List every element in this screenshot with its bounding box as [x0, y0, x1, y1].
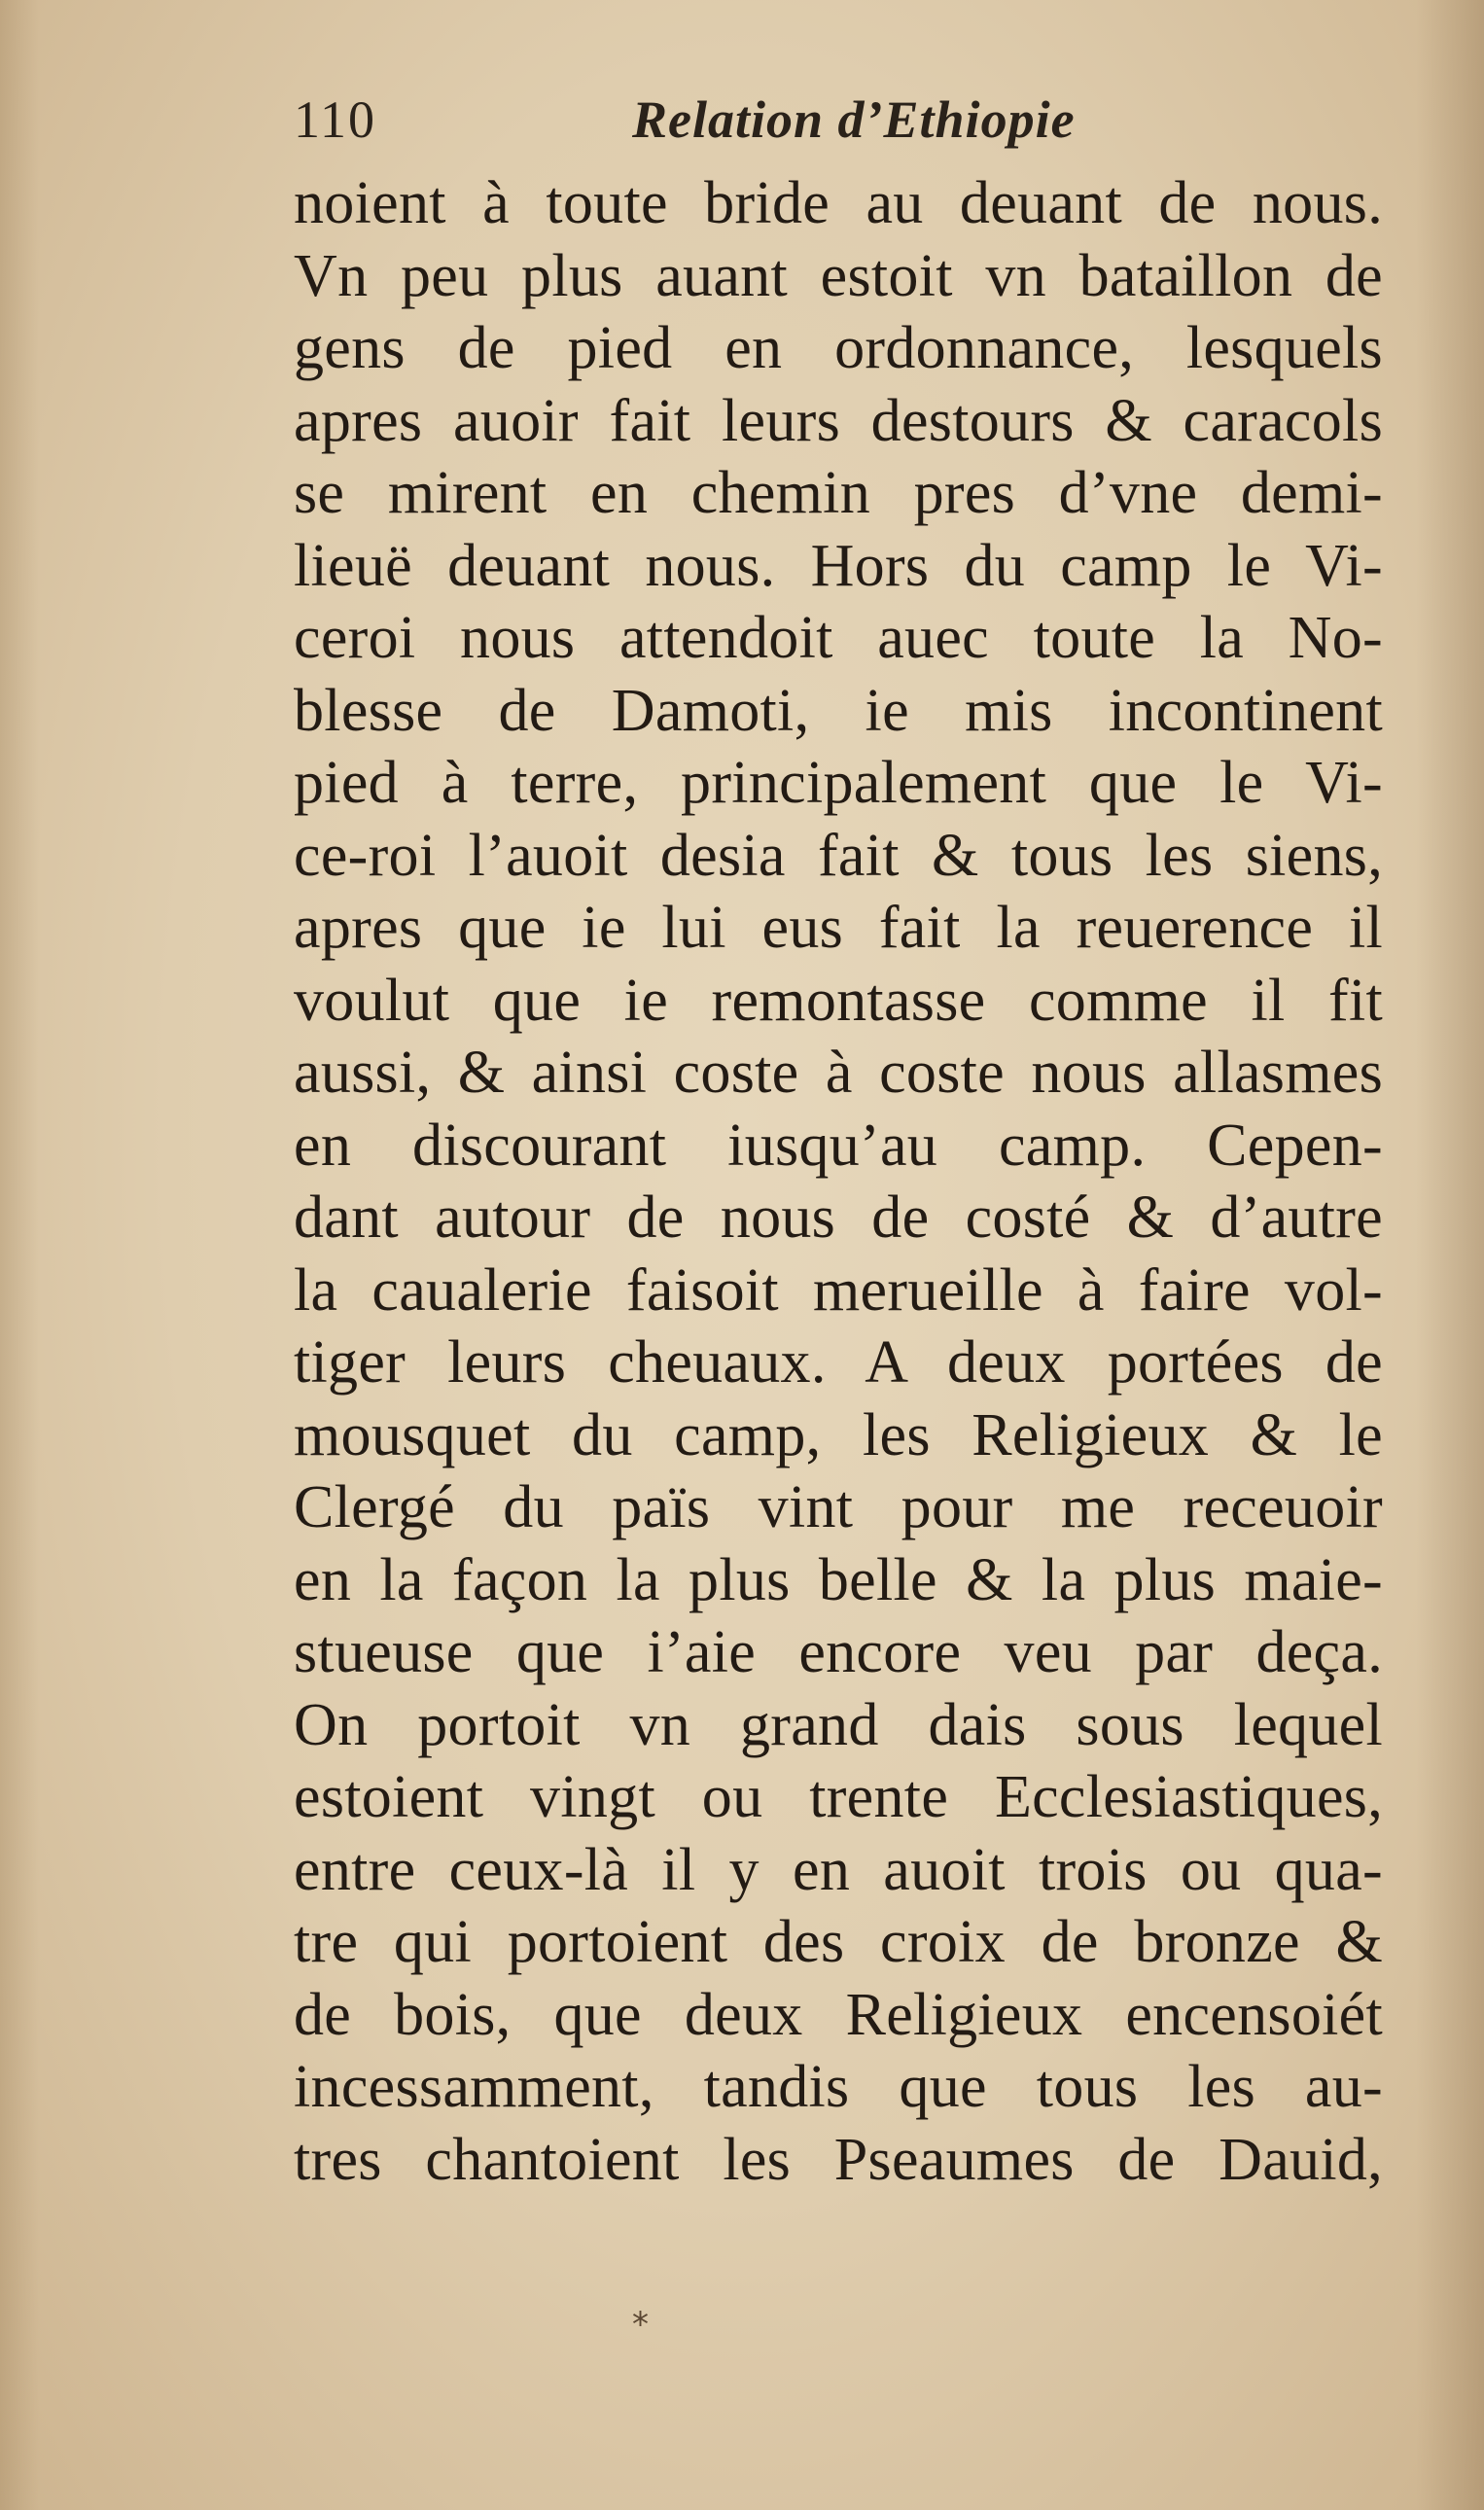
running-head [294, 89, 1383, 158]
text-line: gens de pied en ordonnance, lesquels [294, 315, 1383, 381]
text-line: apres que ie lui eus fait la reuerence il [294, 895, 1383, 961]
text-line: Clergé du païs vint pour me receuoir [294, 1474, 1383, 1540]
page-left-edge-shading [0, 0, 39, 2510]
ink-speck: ⁎ [632, 2297, 649, 2333]
text-line: blesse de Damoti, ie mis incontinent [294, 677, 1383, 744]
text-line: lieuë deuant nous. Hors du camp le Vi- [294, 532, 1383, 599]
text-line: tiger leurs cheuaux. A deux portées de [294, 1329, 1383, 1396]
text-line: stueuse que i’aie encore veu par deça. [294, 1619, 1383, 1685]
text-line: mousquet du camp, les Religieux & le [294, 1401, 1383, 1468]
text-line: de bois, que deux Religieux encensoiét [294, 1981, 1383, 2048]
page-number: 110 [294, 90, 376, 149]
text-line: On portoit vn grand dais sous lequel [294, 1691, 1383, 1758]
text-line: ce-roi l’auoit desia fait & tous les siens, [294, 822, 1383, 889]
text-line: pied à terre, principalement que le Vi- [294, 750, 1383, 816]
text-line: incessamment, tandis que tous les au- [294, 2054, 1383, 2120]
text-line: entre ceux-là il y en auoit trois ou qua- [294, 1836, 1383, 1903]
running-title: Relation d’Ethiopie [632, 90, 1076, 149]
text-line: apres auoir fait leurs destours & caracols [294, 387, 1383, 454]
text-line: se mirent en chemin pres d’vne demi- [294, 460, 1383, 526]
body-text [294, 167, 1383, 2196]
text-line: tres chantoient les Pseaumes de Dauid, [294, 2126, 1383, 2193]
text-line: voulut que ie remontasse comme il fit [294, 967, 1383, 1034]
text-line: en la façon la plus belle & la plus maie- [294, 1546, 1383, 1613]
text-line: ceroi nous attendoit auec toute la No- [294, 605, 1383, 671]
text-line: aussi, & ainsi coste à coste nous allasmes [294, 1040, 1383, 1106]
text-line: en discourant iusqu’au camp. Cepen- [294, 1112, 1383, 1179]
page-gutter-shadow [1416, 0, 1484, 2510]
text-line: Vn peu plus auant estoit vn bataillon de [294, 242, 1383, 309]
text-line: noient à toute bride au deuant de nous. [294, 170, 1383, 236]
text-line: estoient vingt ou trente Ecclesiastiques, [294, 1764, 1383, 1830]
text-line: tre qui portoient des croix de bronze & [294, 1909, 1383, 1975]
text-line: la caualerie faisoit merueille à faire vol- [294, 1256, 1383, 1324]
text-line: dant autour de nous de costé & d’autre [294, 1184, 1383, 1251]
